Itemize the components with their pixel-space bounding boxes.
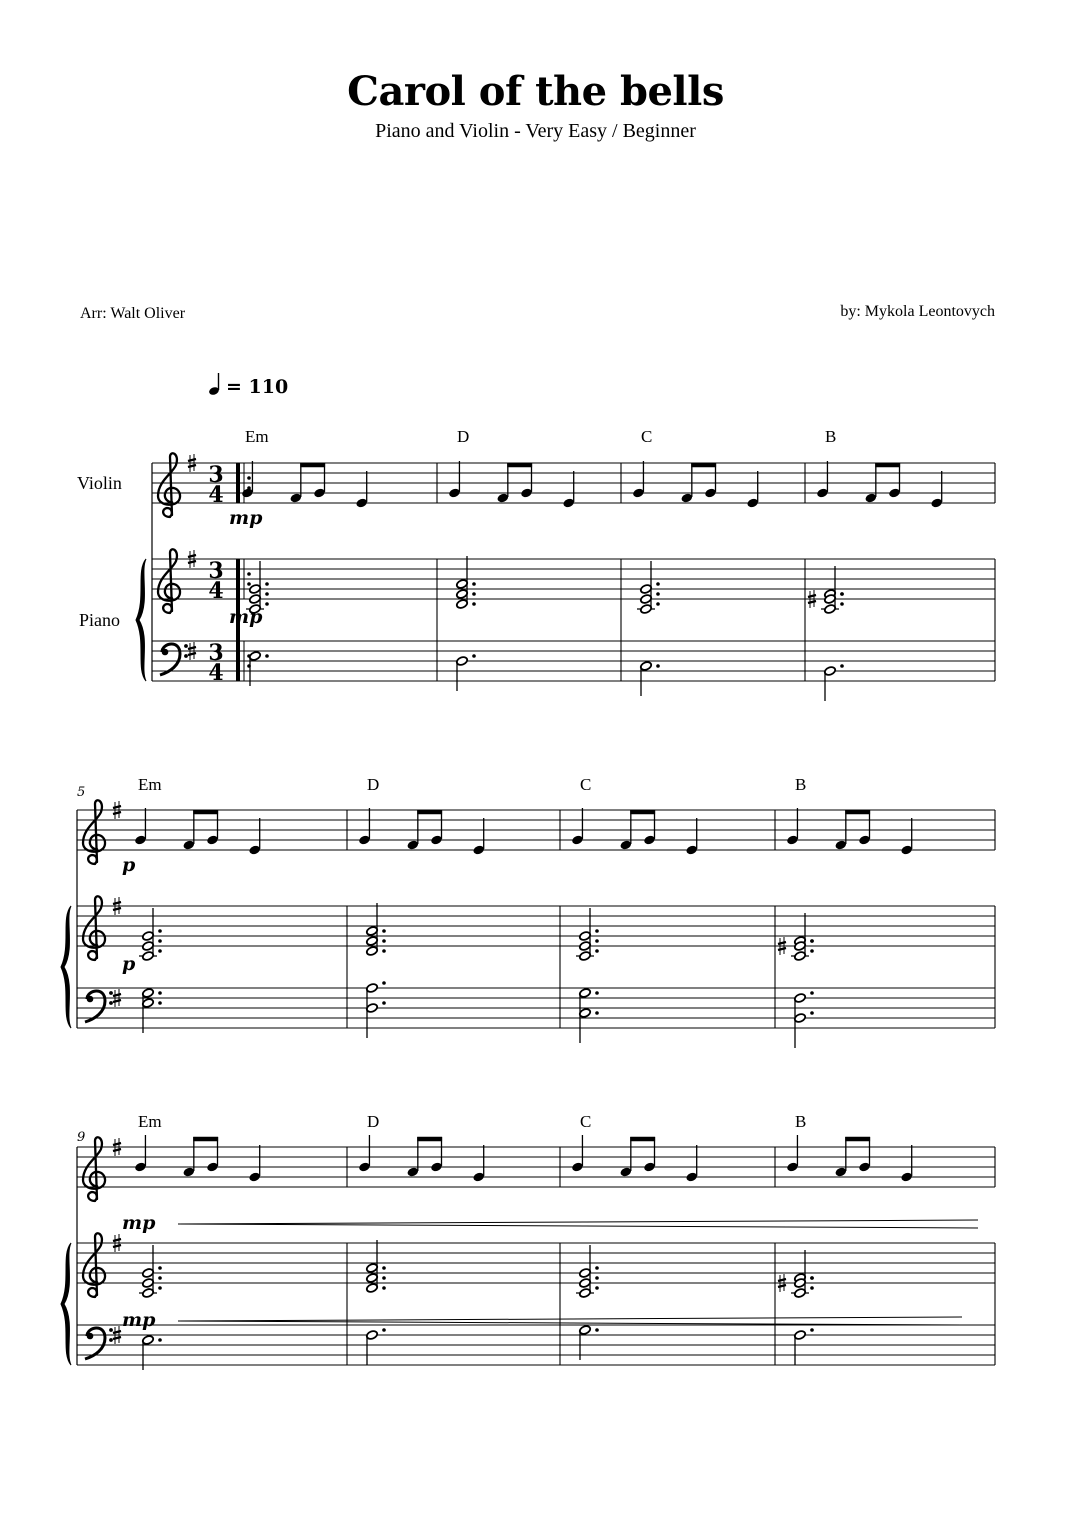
repeat-dot [247, 582, 251, 586]
augmentation-dot [595, 1276, 599, 1280]
violin-dynamic: mp [122, 1212, 156, 1234]
chord-symbol: C [641, 427, 653, 446]
piano-dynamic: p [122, 953, 136, 975]
piano-label: Piano [79, 610, 121, 630]
augmentation-dot [595, 939, 599, 943]
augmentation-dot [472, 592, 476, 596]
crescendo-hairpin [178, 1220, 978, 1224]
augmentation-dot [472, 602, 476, 606]
augmentation-dot [595, 1286, 599, 1290]
crescendo-hairpin [178, 1224, 978, 1228]
augmentation-dot [158, 991, 162, 995]
augmentation-dot [656, 602, 660, 606]
piano-bass-staff [77, 981, 995, 1048]
chord-symbol: D [367, 1112, 380, 1131]
score-system-1 [136, 427, 995, 701]
augmentation-dot [158, 939, 162, 943]
augmentation-dot [382, 939, 386, 943]
piano-brace [61, 906, 71, 1028]
composer-credit: by: Mykola Leontovych [840, 303, 995, 320]
augmentation-dot [382, 1276, 386, 1280]
arranger-credit: Arr: Walt Oliver [80, 305, 186, 322]
augmentation-dot [382, 929, 386, 933]
augmentation-dot [158, 1276, 162, 1280]
chord-symbol: B [795, 775, 807, 794]
chord-symbol: C [580, 1112, 592, 1131]
augmentation-dot [656, 592, 660, 596]
augmentation-dot [840, 602, 844, 606]
augmentation-dot [158, 1266, 162, 1270]
time-signature-denominator: 4 [208, 578, 224, 604]
tempo-text: = 110 [226, 376, 289, 398]
augmentation-dot [595, 949, 599, 953]
augmentation-dot [595, 1328, 599, 1332]
augmentation-dot [810, 1276, 814, 1280]
piano-dynamic: mp [229, 606, 263, 628]
augmentation-dot [810, 1328, 814, 1332]
augmentation-dot [382, 981, 386, 985]
augmentation-dot [265, 602, 269, 606]
augmentation-dot [382, 1286, 386, 1290]
augmentation-dot [595, 1011, 599, 1015]
chord-symbol: D [367, 775, 380, 794]
chord-symbol: Em [245, 427, 269, 446]
piano-treble-staff [152, 549, 995, 614]
crescendo-hairpin [178, 1321, 962, 1325]
piano-treble-staff [77, 896, 995, 961]
piano-bass-staff [77, 1325, 995, 1370]
measure-number: 5 [77, 785, 86, 800]
bass-clef [85, 1328, 113, 1359]
augmentation-dot [158, 949, 162, 953]
augmentation-dot [810, 991, 814, 995]
chord-symbol: B [795, 1112, 807, 1131]
augmentation-dot [810, 949, 814, 953]
violin-dynamic: mp [229, 507, 263, 529]
augmentation-dot [472, 582, 476, 586]
time-signature-denominator: 4 [208, 660, 224, 686]
augmentation-dot [595, 991, 599, 995]
piano-brace [61, 1243, 71, 1365]
augmentation-dot [265, 582, 269, 586]
augmentation-dot [472, 654, 476, 658]
augmentation-dot [810, 1011, 814, 1015]
chord-symbol: B [825, 427, 837, 446]
augmentation-dot [595, 929, 599, 933]
chord-symbol: D [457, 427, 470, 446]
score-system-3 [61, 1112, 995, 1370]
piano-dynamic: mp [122, 1309, 156, 1331]
time-signature-numerator: 3 [208, 640, 224, 666]
tempo-marking [208, 373, 288, 398]
bass-clef [160, 644, 188, 675]
bass-clef [85, 991, 113, 1022]
augmentation-dot [810, 939, 814, 943]
augmentation-dot [158, 1001, 162, 1005]
time-signature-denominator: 4 [208, 482, 224, 508]
measure-number: 9 [77, 1130, 86, 1145]
violin-label: Violin [77, 473, 122, 493]
augmentation-dot [595, 1266, 599, 1270]
augmentation-dot [158, 1338, 162, 1342]
repeat-thick-bar [236, 463, 240, 503]
violin-staff [77, 800, 995, 864]
augmentation-dot [810, 1286, 814, 1290]
violin-dynamic: p [122, 854, 136, 876]
violin-staff [77, 1135, 995, 1201]
augmentation-dot [840, 664, 844, 668]
score-system-2 [61, 775, 995, 1048]
augmentation-dot [382, 1328, 386, 1332]
augmentation-dot [656, 582, 660, 586]
augmentation-dot [382, 1266, 386, 1270]
augmentation-dot [656, 664, 660, 668]
crescendo-hairpin [178, 1317, 962, 1321]
augmentation-dot [265, 592, 269, 596]
page-subtitle: Piano and Violin - Very Easy / Beginner [375, 120, 696, 142]
piano-brace [136, 559, 146, 681]
augmentation-dot [265, 654, 269, 658]
augmentation-dot [840, 592, 844, 596]
augmentation-dot [382, 1001, 386, 1005]
piano-treble-staff [77, 1233, 995, 1298]
chord-symbol: C [580, 775, 592, 794]
time-signature-numerator: 3 [208, 462, 224, 488]
repeat-dot [247, 476, 251, 480]
page-title: Carol of the bells [347, 68, 724, 115]
chord-symbol: Em [138, 775, 162, 794]
violin-staff [152, 453, 995, 517]
chord-symbol: Em [138, 1112, 162, 1131]
time-signature-numerator: 3 [208, 558, 224, 584]
augmentation-dot [158, 929, 162, 933]
augmentation-dot [158, 1286, 162, 1290]
augmentation-dot [382, 949, 386, 953]
piano-bass-staff [152, 640, 995, 701]
repeat-dot [247, 572, 251, 576]
